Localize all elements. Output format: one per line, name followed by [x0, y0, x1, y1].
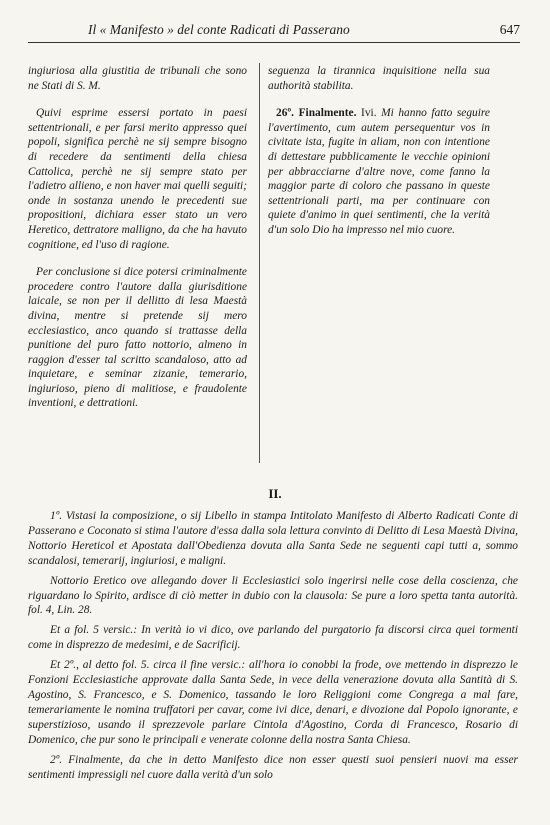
body-paragraph-1: 1º. Vistasi la composizione, o sij Libello in stampa Intitolato Manifesto di Alberto Radicati Conte di Passerano e Coconato si stima l'autore d'essa dalla sola lettura convinto di Delitto di Lesa Maestà Divina, Nottorio Hereticol et Apostata dall'Obedienza dovuta alla Santa Sede ne seguenti capi tutti a, sommo scandalosi, temerarij, ingiuriosi, e maligni.	[28, 510, 518, 567]
left-column	[28, 64, 247, 424]
body-paragraph-4: Et 2º., al detto fol. 5. circa il fine versic.: all'hora io conobbi la frode, ove mettendo in disprezzo le Fonzioni Ecclesiastiche approvate dalla Santa Sede, in vece della venerazione dovuta alla Santità di S. Agostino, S. Francesco, e S. Domenico, tassando le loro Religgioni come Congrega a mal fare, temerariamente le nomina truffatori per cavar, come ivi dice, denari, e divozione dal Popolo ignorante, e superstizioso, usando il sprezzevole parlare Cintola d'Agostino, Corda di Francesco, Rosario di Domenico, che pur sono le principali e venerate colonne della nostra Santa Chiesa.	[28, 659, 518, 746]
right-paragraph-2	[268, 106, 490, 237]
left-paragraph-1: ingiuriosa alla giustitia de tribunali che sono ne Stati di S. M.	[28, 65, 247, 92]
body-paragraph-5: 2º. Finalmente, da che in detto Manifesto dice non esser questi suoi pensieri nuovi ma esser sentimenti impressigli nel cuore dalla verità d'un solo	[28, 753, 518, 781]
ivi-label: Ivi.	[361, 107, 377, 120]
page-number: 647	[499, 22, 520, 37]
section-body	[28, 509, 518, 787]
left-paragraph-2: Quivi esprime essersi portato in paesi settentrionali, e per farsi merito appresso quei popoli, significa perchè ne sij sempre bisogno di recedere da sentimenti della chiesa Cattolica, perchè ne sij sempre stato per l'adietro allieno, e non haver mai quelli seguiti; onde in sostanza unendo le precedenti sue propositioni, dichiara esser stato un vero Heretico, dettratore malligno, da che ha havuto cognitione, ed l'uso di ragione.	[28, 107, 247, 251]
right-column	[268, 64, 490, 251]
running-header	[28, 22, 520, 43]
column-divider	[259, 63, 260, 463]
right-paragraph-1: seguenza la tirannica inquisitione nella sua authorità stabilita.	[268, 65, 490, 92]
body-paragraph-3: Et a fol. 5 versic.: In verità io vi dico, ove parlando del purgatorio fa discorsi circa quei tormenti come in disprezzo de medesimi, e de Sacrificij.	[28, 624, 518, 652]
running-title: Il « Manifesto » del conte Radicati di Passerano	[88, 22, 350, 37]
left-paragraph-3: Per conclusione si dice potersi criminalmente procedere contro l'autore dalla giurisditione laicale, se non per il dellitto di lesa Maestà divina, mentre si pretende sij mero ecclesiastico, anco quando si trattasse della punitione del puro fatto nottorio, almeno in raggion d'esser tal scritto scandaloso, atto ad inquietare, e seminar zizanie, temerario, ingiurioso, pieno di malitiose, e fraudolente inventioni, e dettrationi.	[28, 266, 247, 410]
body-paragraph-2: Nottorio Eretico ove allegando dover li Ecclesiastici solo ingerirsi nelle cose della coscienza, che riguardano lo Spirito, ardisce di ciò metter in dubio con la clausola: Se pure a loro spetta tanta autorità. fol. 4, Lin. 28.	[28, 574, 518, 617]
article-text: Mi hanno fatto seguire l'avertimento, cum autem persequentur vos in civitate ista, fugite in aliam, non con intentione di dettestare pubblicamente le vecchie opinioni per abbracciarne d'altre nove, come fanno la maggior parte di coloro che passano in queste settentrionali parti, ma per continuare con quiete d'animo in quei sentimenti, che la verità d'un solo Dio ha impresso nel mio cuore.	[268, 107, 490, 236]
article-number: 26º. Finalmente.	[276, 107, 357, 120]
section-heading: II.	[268, 486, 282, 501]
